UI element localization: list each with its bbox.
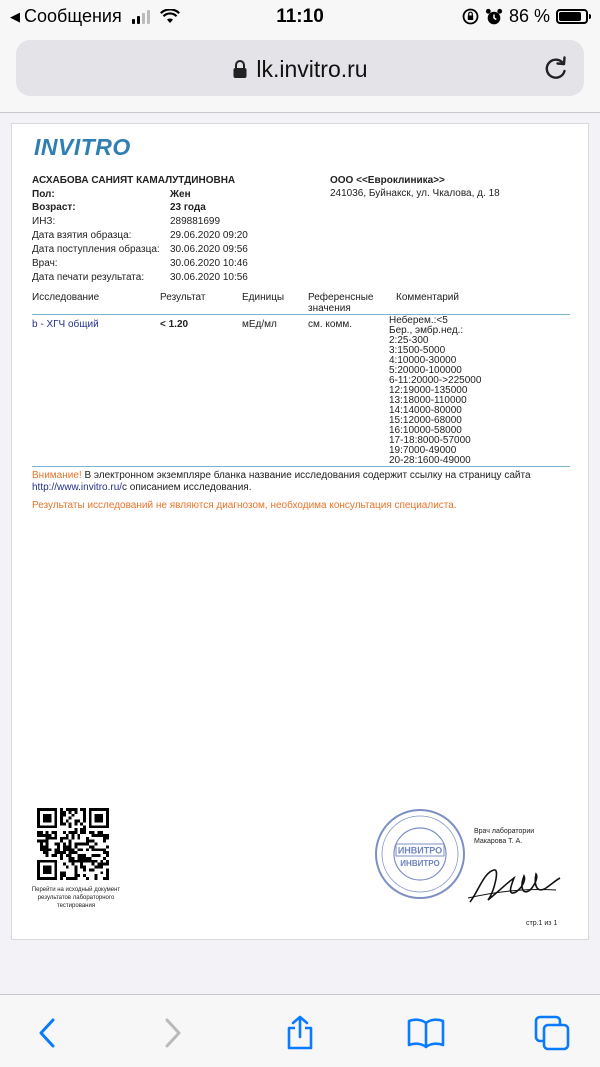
header-reference	[308, 292, 374, 314]
orientation-lock-icon	[462, 8, 479, 25]
info-label: ИНЗ:	[32, 216, 56, 227]
stamp-text: ИНВИТРО	[397, 845, 443, 856]
comment-line: 12:19000-135000	[389, 385, 468, 396]
alarm-icon	[485, 8, 503, 26]
patient-name: АСХАБОВА САНИЯТ КАМАЛУТДИНОВНА	[32, 175, 236, 186]
electronic-copy-note	[32, 470, 552, 494]
header-units: Единицы	[242, 292, 285, 303]
comment-line: 15:12000-68000	[389, 415, 462, 426]
header-divider	[32, 314, 570, 315]
status-bar	[0, 0, 600, 34]
info-value: 30.06.2020 09:56	[170, 244, 248, 255]
header-comment: Комментарий	[396, 292, 459, 303]
doctor-title: Врач лаборатории	[474, 828, 535, 835]
info-value: 30.06.2020 10:46	[170, 258, 248, 269]
lock-icon	[232, 59, 248, 79]
comment-line: 19:7000-49000	[389, 445, 457, 456]
header-reference-line1: Референсные	[308, 292, 374, 303]
back-to-app[interactable]	[10, 6, 180, 27]
reload-icon[interactable]	[542, 54, 570, 82]
back-button[interactable]	[28, 1013, 68, 1053]
info-label: Врач:	[32, 258, 58, 269]
header-result: Результат	[160, 292, 206, 303]
battery-icon	[556, 9, 588, 24]
comment-line: 2:25-300	[389, 335, 429, 346]
forward-button[interactable]	[152, 1013, 192, 1053]
comment-line: Неберем.:<5	[389, 315, 448, 326]
result-value: < 1.20	[160, 319, 189, 330]
info-value: Жен	[170, 189, 191, 200]
warning-text: В электронном экземпляре бланка название исследования содержит ссылку на страницу сайта	[81, 470, 531, 481]
lab-result-document	[11, 123, 589, 940]
chevron-left-icon	[36, 1017, 60, 1049]
test-name-link[interactable]: b - ХГЧ общий	[32, 319, 99, 330]
info-value: 289881699	[170, 216, 221, 227]
result-units: мЕд/мл	[242, 319, 277, 330]
comment-line: 17-18:8000-57000	[389, 435, 471, 446]
comment-line: 14:14000-80000	[389, 405, 462, 416]
tabs-icon	[533, 1014, 571, 1052]
browser-address-area	[0, 34, 600, 113]
share-button[interactable]	[280, 1013, 320, 1053]
browser-toolbar	[0, 994, 600, 1067]
back-app-label: Сообщения	[24, 6, 122, 26]
book-icon	[407, 1017, 445, 1049]
laboratory-stamp	[372, 806, 468, 902]
warning-label: Внимание!	[32, 470, 82, 481]
info-value: 30.06.2020 10:56	[170, 272, 248, 283]
comment-line: Бер., эмбр.нед.:	[389, 325, 464, 336]
info-value: 23 года	[170, 202, 206, 213]
table-bottom-divider	[32, 466, 570, 467]
doctor-name: Макарова Т. А.	[474, 838, 523, 845]
qr-code[interactable]	[37, 808, 109, 880]
page-number: стр.1 из 1	[526, 920, 558, 927]
link-suffix: с описанием исследования.	[122, 482, 252, 493]
comment-line: 4:10000-30000	[389, 355, 457, 366]
wifi-icon	[160, 9, 180, 24]
cellular-signal-icon	[132, 10, 150, 24]
info-label: Возраст:	[32, 202, 76, 213]
comment-line: 5:20000-100000	[389, 365, 462, 376]
invitro-link[interactable]: http://www.invitro.ru/	[32, 482, 123, 493]
result-reference: см. комм.	[308, 319, 353, 330]
battery-percent: 86 %	[508, 6, 550, 26]
info-value: 29.06.2020 09:20	[170, 230, 248, 241]
url-text: lk.invitro.ru	[256, 56, 368, 82]
comment-line: 6-11:20000->225000	[389, 375, 482, 386]
bookmarks-button[interactable]	[406, 1013, 446, 1053]
tabs-button[interactable]	[532, 1013, 572, 1053]
stamp-text-lower: ИНВИТРО	[400, 859, 440, 868]
chevron-right-icon	[160, 1017, 184, 1049]
invitro-logo: INVITRO	[34, 134, 131, 160]
comment-line: 16:10000-58000	[389, 425, 462, 436]
share-icon	[284, 1015, 316, 1051]
doctor-signature	[464, 862, 564, 910]
header-test: Исследование	[32, 292, 100, 303]
info-label: Дата печати результата:	[32, 272, 145, 283]
disclaimer: Результаты исследований не являются диагнозом, необходима консультация специалиста.	[32, 500, 457, 511]
address-bar[interactable]	[16, 40, 584, 96]
comment-line: 3:1500-5000	[389, 345, 446, 356]
clinic-name: ООО <<Евроклиника>>	[330, 175, 445, 186]
comment-line: 13:18000-110000	[389, 395, 467, 406]
header-reference-line2: значения	[308, 303, 351, 314]
comment-line: 20-28:1600-49000	[389, 455, 471, 466]
result-comment	[389, 316, 481, 466]
clinic-address: 241036, Буйнакск, ул. Чкалова, д. 18	[330, 188, 500, 199]
info-label: Дата поступления образца:	[32, 244, 160, 255]
info-label: Дата взятия образца:	[32, 230, 132, 241]
back-arrow-icon: ◀	[10, 8, 20, 24]
qr-caption: Перейти на исходный документ результатов лабораторного тестирования	[31, 887, 121, 909]
info-label: Пол:	[32, 189, 55, 200]
clock: 11:10	[276, 6, 324, 27]
